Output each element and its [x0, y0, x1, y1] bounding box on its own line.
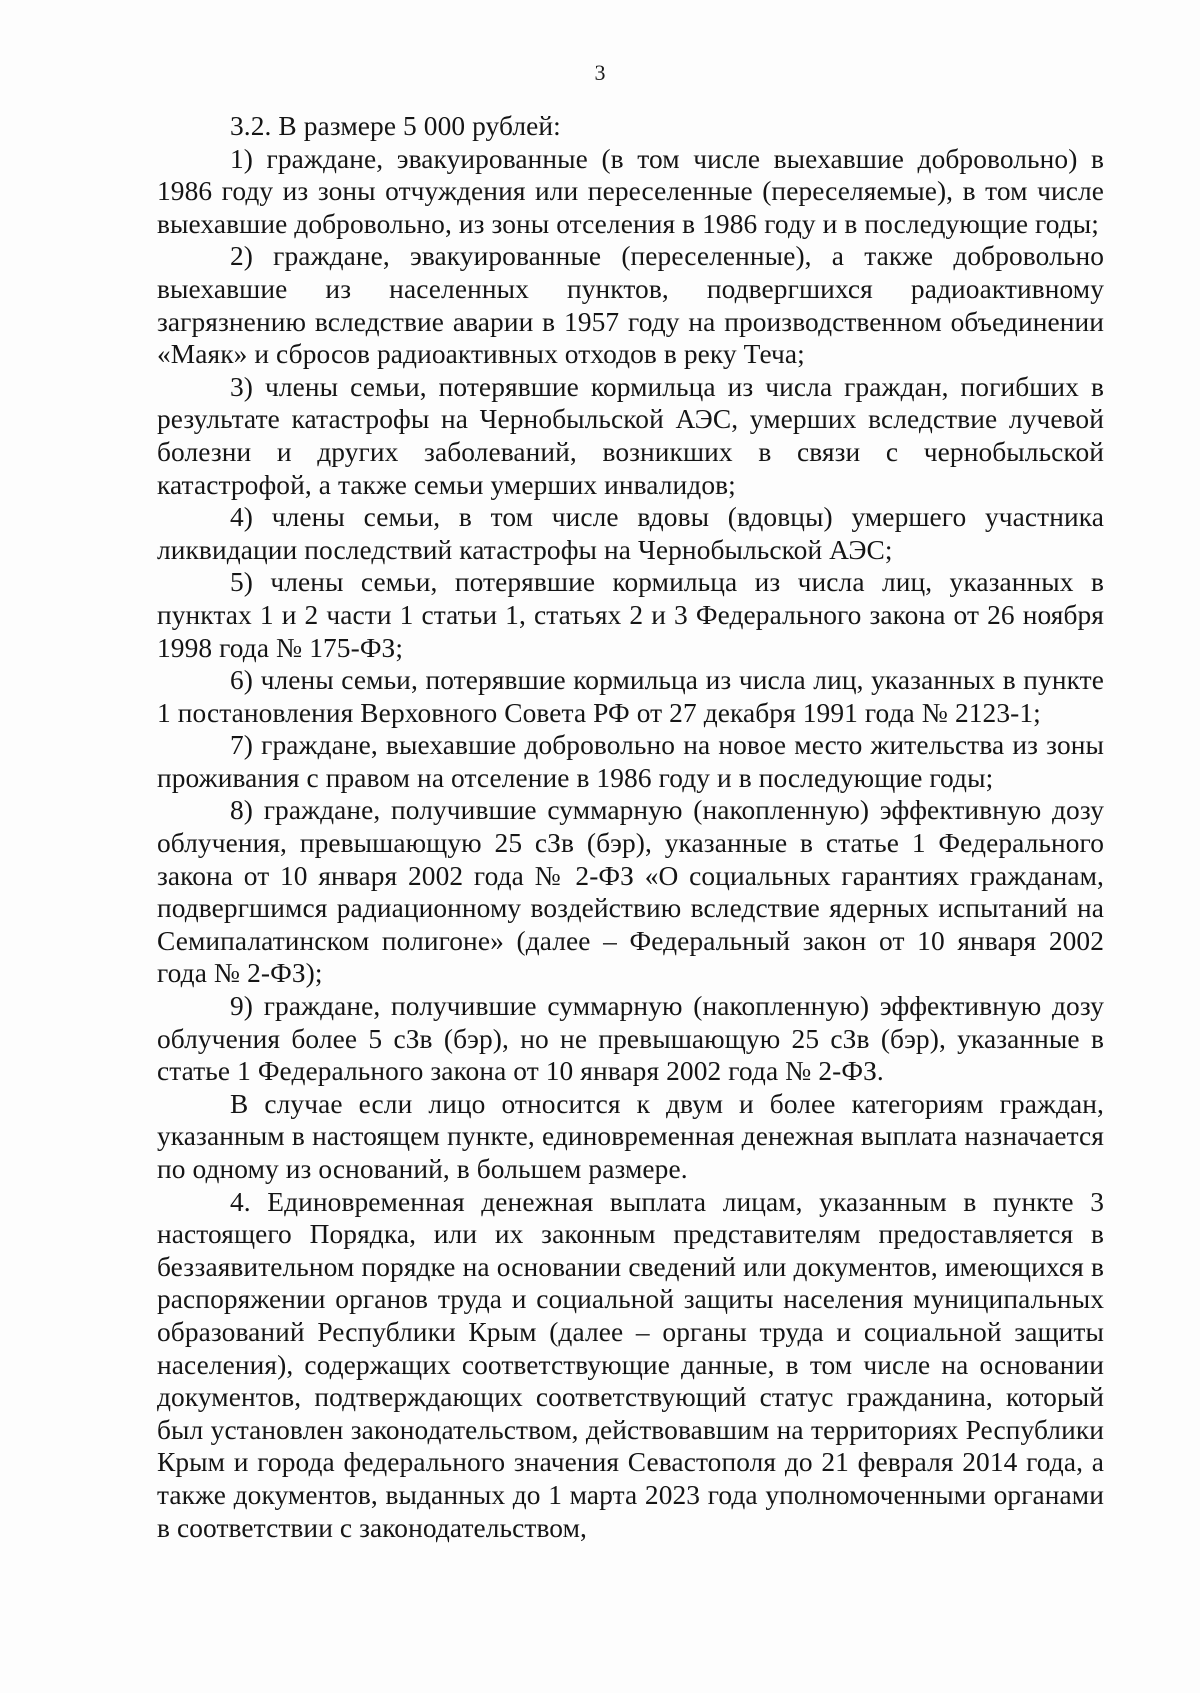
paragraph-item-8: 8) граждане, получившие суммарную (накопленную) эффективную дозу облучения, превышающую 25 сЗв (бэр), указанные в статье 1 Федерального закона от 10 января 2002 года № 2-ФЗ «О социальных гарантиях гражданам, подвергшимся радиационному воздействию вследствие ядерных испытаний на Семипалатинском полигоне» (далее – Федеральный закон от 10 января 2002 года № 2-ФЗ);	[157, 795, 1104, 989]
document-body	[157, 110, 1104, 1544]
paragraph-item-7: 7) граждане, выехавшие добровольно на новое место жительства из зоны проживания с правом на отселение в 1986 году и в последующие годы;	[157, 730, 1104, 793]
paragraph-section-4: 4. Единовременная денежная выплата лицам, указанным в пункте 3 настоящего Порядка, или их законным представителям предоставляется в беззаявительном порядке на основании сведений или документов, имеющихся в распоряжении органов труда и социальной защиты населения муниципальных образований Республики Крым (далее – органы труда и социальной защиты населения), содержащих соответствующие данные, в том числе на основании документов, подтверждающих соответствующий статус гражданина, который был установлен законодательством, действовавшим на территориях Республики Крым и города федерального значения Севастополя до 21 февраля 2014 года, а также документов, выданных до 1 марта 2023 года уполномоченными органами в соответствии с законодательством,	[157, 1186, 1104, 1543]
page-number: 3	[594, 60, 606, 85]
paragraph-item-1: 1) граждане, эвакуированные (в том числе выехавшие добровольно) в 1986 году из зоны отчуждения или переселенные (переселяемые), в том числе выехавшие добровольно, из зоны отселения в 1986 году и в последующие годы;	[157, 143, 1104, 239]
paragraph-item-9: 9) граждане, получившие суммарную (накопленную) эффективную дозу облучения более 5 сЗв (бэр), но не превышающую 25 сЗв (бэр), указанные в статье 1 Федерального закона от 10 января 2002 года № 2-ФЗ.	[157, 991, 1104, 1087]
paragraph-item-5: 5) члены семьи, потерявшие кормильца из числа лиц, указанных в пунктах 1 и 2 части 1 статьи 1, статьях 2 и 3 Федерального закона от 26 ноября 1998 года № 175-ФЗ;	[157, 567, 1104, 663]
paragraph-item-3: 3) члены семьи, потерявшие кормильца из числа граждан, погибших в результате катастрофы на Чернобыльской АЭС, умерших вследствие лучевой болезни и других заболеваний, возникших в связи с чернобыльской катастрофой, а также семьи умерших инвалидов;	[157, 371, 1104, 500]
paragraph-item-2: 2) граждане, эвакуированные (переселенные), а также добровольно выехавшие из населенных пунктов, подвергшихся радиоактивному загрязнению вследствие аварии в 1957 году на производственном объединении «Маяк» и сбросов радиоактивных отходов в реку Теча;	[157, 241, 1104, 370]
paragraph-3-2-heading: 3.2. В размере 5 000 рублей:	[230, 111, 561, 141]
paragraph-multiple-categories: В случае если лицо относится к двум и более категориям граждан, указанным в настоящем пункте, единовременная денежная выплата назначается по одному из оснований, в большем размере.	[157, 1088, 1104, 1184]
paragraph-item-6: 6) члены семьи, потерявшие кормильца из числа лиц, указанных в пункте 1 постановления Верховного Совета РФ от 27 декабря 1991 года № 2123-1;	[157, 665, 1104, 728]
paragraph-item-4: 4) члены семьи, в том числе вдовы (вдовцы) умершего участника ликвидации последствий катастрофы на Чернобыльской АЭС;	[157, 502, 1104, 565]
